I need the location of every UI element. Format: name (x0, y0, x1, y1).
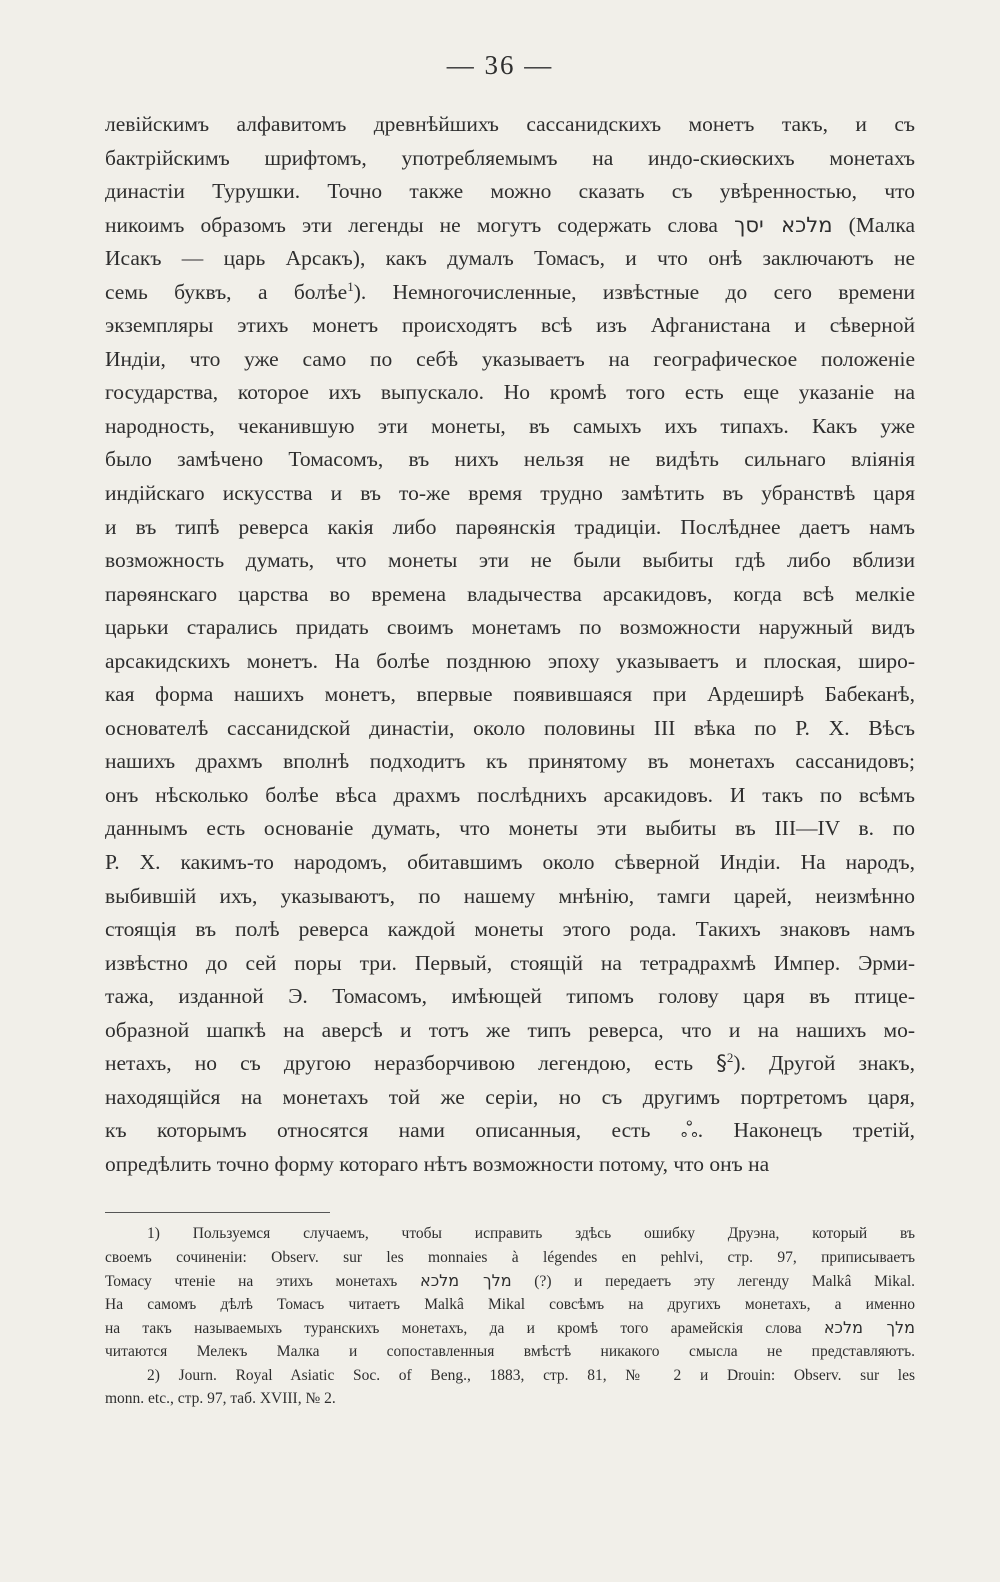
text-segment: ). Немногочисленные, извѣстные до сего времени (353, 279, 915, 304)
text-segment: ). Другой знакъ, (733, 1051, 915, 1076)
text-line: левійскимъ алфавитомъ древнѣйшихъ сассанидскихъ монетъ такъ, и съ (105, 112, 915, 136)
main-text (105, 108, 915, 1182)
text-line: Р. Х. какимъ-то народомъ, обитавшимъ около сѣверной Индіи. На народъ, (105, 850, 915, 875)
text-line: Исакъ — царь Арсакъ), какъ думалъ Томасъ, и что онѣ заключаютъ не (105, 246, 915, 271)
text-segment: (?) и передаетъ эту легенду Malkâ Mikal. (534, 1273, 915, 1291)
text-segment: семь буквъ, а болѣе (105, 279, 348, 304)
text-line (105, 1114, 915, 1148)
text-line: находящійся на монетахъ той же серіи, но съ другимъ портретомъ царя, (105, 1084, 915, 1109)
text-line (105, 1047, 915, 1081)
footnote-line: На самомъ дѣлѣ Томасъ читаетъ Malkâ Mikal совсѣмъ на другихъ монетахъ, а именно (105, 1295, 915, 1313)
footnote-line (105, 1316, 915, 1340)
text-segment: на такъ называемыхъ туранскихъ монетахъ, да и кромѣ того арамейскія слова (105, 1320, 802, 1338)
text-line: Индіи, что уже само по себѣ указываетъ на географическое положеніе (105, 346, 915, 371)
footnote-line: 1) Пользуемся случаемъ, чтобы исправить здѣсь ошибку Друэна, который въ (147, 1225, 915, 1242)
text-line: образной шапкѣ на аверсѣ и тотъ же типъ реверса, что и на нашихъ мо- (105, 1017, 915, 1042)
text-line: бактрійскимъ шрифтомъ, употребляемымъ на индо-скиѳскихъ монетахъ (105, 145, 915, 170)
footnote-line: 2) Journ. Royal Asiatic Soc. of Beng., 1883, стр. 81, № 2 и Drouin: Observ. sur les (147, 1366, 915, 1384)
text-line: основателѣ сассанидской династіи, около половины III вѣка по Р. Х. Вѣсъ (105, 715, 915, 740)
text-line: было замѣчено Томасомъ, въ нихъ нельзя не видѣть сильнаго вліянія (105, 447, 915, 472)
footnote-divider (105, 1212, 330, 1213)
text-line (105, 276, 915, 310)
text-line: даннымъ есть основаніе думать, что монеты эти выбиты въ III—IV в. по (105, 816, 915, 841)
text-line: онъ нѣсколько болѣе вѣса драхмъ послѣднихъ арсакидовъ. И такъ по всѣмъ (105, 782, 915, 807)
text-line: экземпляры этихъ монетъ происходятъ всѣ изъ Афганистана и сѣверной (105, 313, 915, 338)
hebrew-legend: מלכא יסך (734, 212, 833, 237)
text-line: царьки старались придать своимъ монетамъ по возможности наружный видъ (105, 615, 915, 640)
hebrew-legend: מלך מלכא (823, 1318, 915, 1338)
footnote-line: monn. etc., стр. 97, таб. XVIII, № 2. (105, 1390, 336, 1408)
hebrew-legend: מלך מלכא (420, 1271, 512, 1291)
text-line: выбившій ихъ, указываютъ, по нашему мнѣнію, тамги царей, неизмѣнно (105, 883, 915, 908)
text-line: стоящія въ полѣ реверса каждой монеты этого рода. Такихъ знаковъ намъ (105, 917, 915, 942)
text-line: кая форма нашихъ монетъ, впервые появившаяся при Ардеширѣ Бабеканѣ, (105, 682, 915, 707)
text-segment: . Наконецъ третій, (697, 1118, 915, 1143)
text-line: династіи Турушки. Точно также можно сказать съ увѣренностью, что (105, 179, 915, 204)
text-line: и въ типѣ реверса какія либо парѳянскія традиціи. Послѣднее даетъ намъ (105, 514, 915, 539)
text-line: извѣстно до сей поры три. Первый, стоящій на тетрадрахмѣ Импер. Эрми- (105, 950, 915, 975)
text-line: государства, которое ихъ выпускало. Но кромѣ того есть еще указаніе на (105, 380, 915, 405)
footnote-ref: 1 (347, 278, 354, 294)
text-line: индійскаго искусства и въ то-же время трудно замѣтить въ убранствѣ царя (105, 481, 915, 506)
text-line: народность, чеканившую эти монеты, въ самыхъ ихъ типахъ. Какъ уже (105, 413, 915, 438)
text-line (105, 209, 915, 243)
text-segment: (Малка (848, 212, 915, 237)
footnotes (105, 1222, 915, 1411)
page-number: — 36 — (446, 50, 554, 80)
text-line: нашихъ драхмъ вполнѣ подходитъ къ принятому въ монетахъ сассанидовъ; (105, 749, 915, 774)
footnote-line: своемъ сочиненіи: Observ. sur les monnaies à légendes en pehlvi, стр. 97, приписываетъ (105, 1248, 915, 1266)
text-segment: Томасу чтеніе на этихъ монетахъ (105, 1273, 398, 1291)
text-line: парѳянскаго царства во времена владычества арсакидовъ, когда всѣ мелкіе (105, 581, 915, 606)
text-line: тажа, изданной Э. Томасомъ, имѣющей типомъ голову царя въ птице- (105, 984, 915, 1009)
footnote-ref: 2 (726, 1050, 734, 1066)
text-line: возможность думать, что монеты эти не были выбиты гдѣ либо вблизи (105, 548, 915, 573)
text-segment: никоимъ образомъ эти легенды не могутъ содержать слова (105, 212, 718, 237)
text-line: арсакидскихъ монетъ. На болѣе позднюю эпоху указываетъ и плоская, широ- (105, 648, 915, 673)
text-line: опредѣлить точно форму котораго нѣтъ возможности потому, что онъ на (105, 1151, 770, 1176)
footnote-line: читаются Мелекъ Малка и сопоставленныя вмѣстѣ никакого смысла не представляютъ. (105, 1342, 915, 1360)
tamga-symbol-second: ஃ (680, 1118, 698, 1144)
text-segment: къ которымъ относятся нами описанныя, есть (105, 1118, 651, 1143)
footnote-line (105, 1269, 915, 1293)
tamga-symbol-first: § (716, 1051, 727, 1077)
text-segment: нетахъ, но съ другою неразборчивою легендою, есть (105, 1051, 694, 1076)
